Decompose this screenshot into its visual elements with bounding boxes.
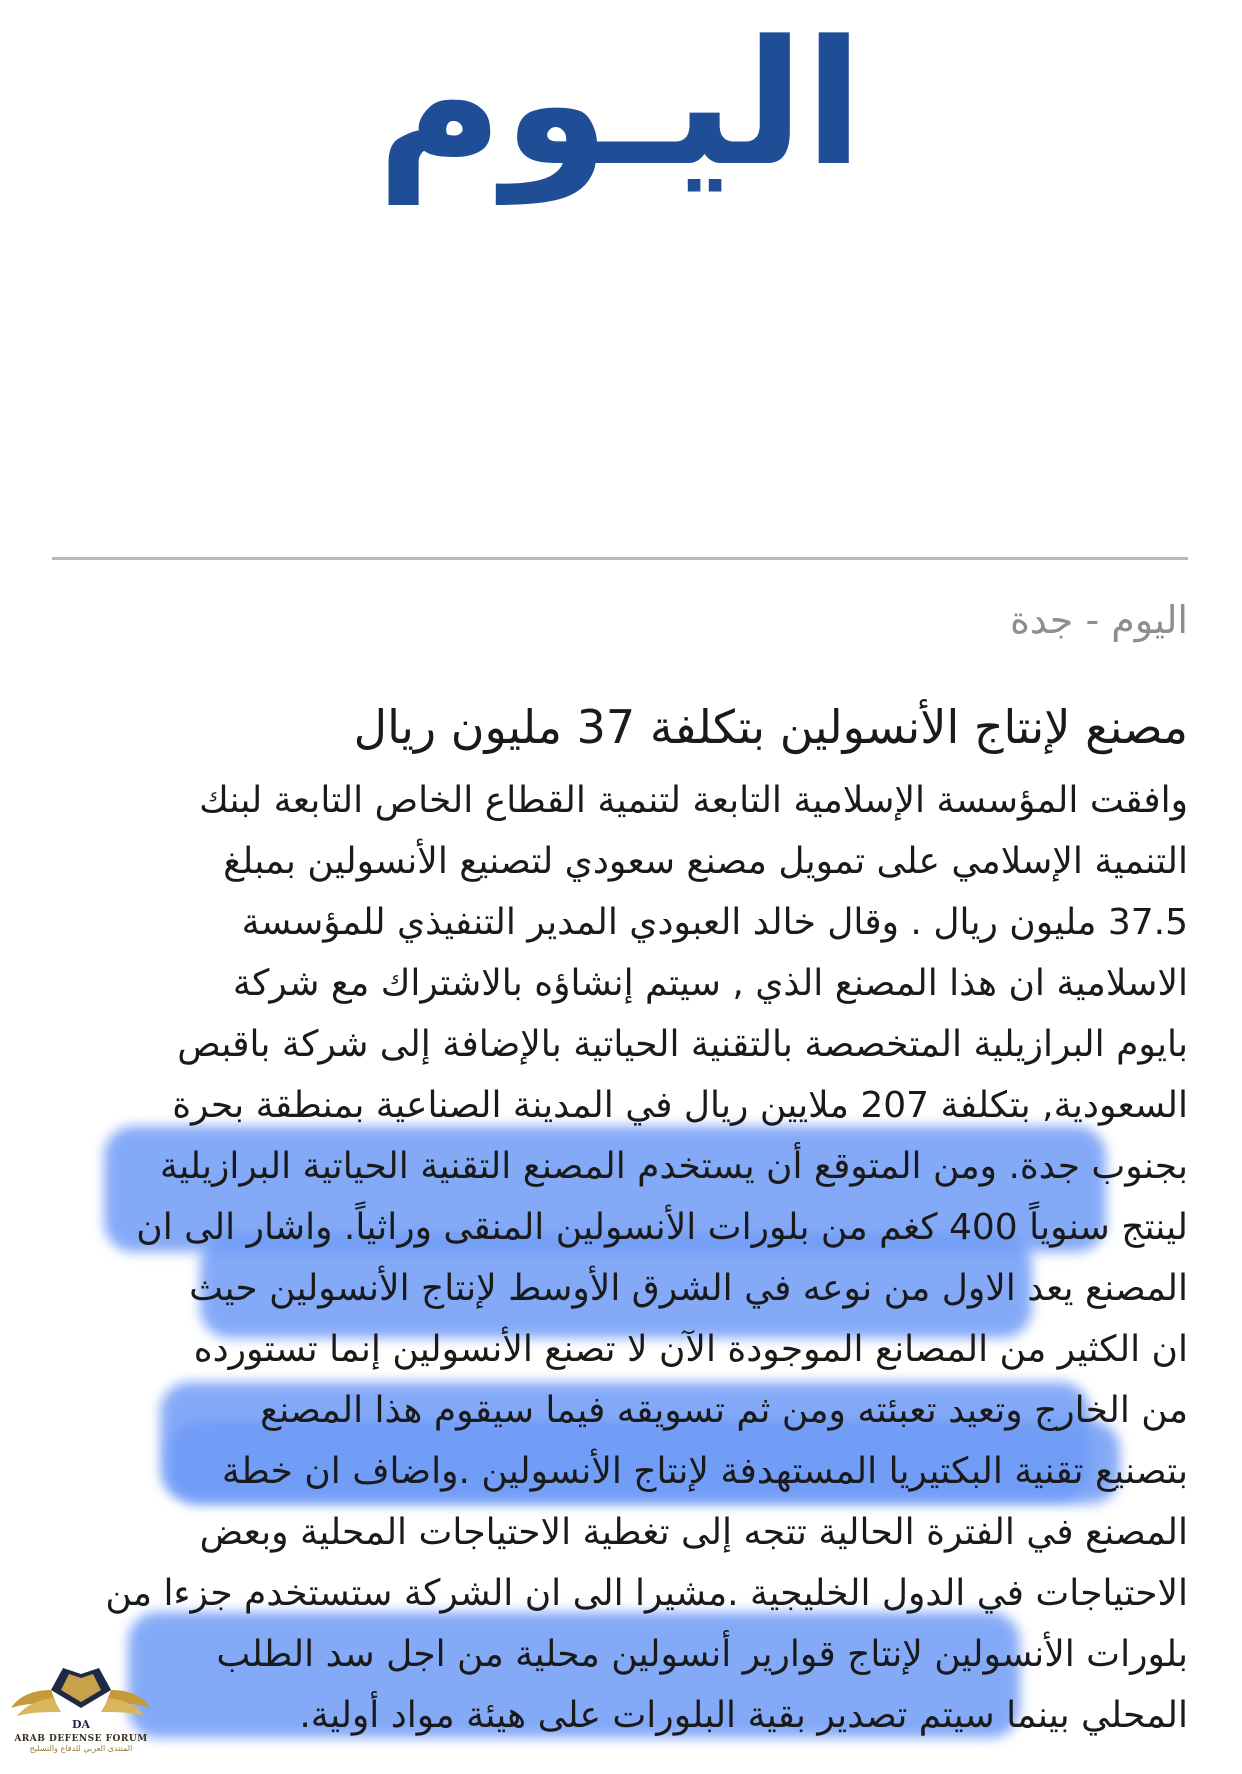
body-line: بتصنيع تقنية البكتيريا المستهدفة لإنتاج الأنسولين .واضاف ان خطة bbox=[221, 1451, 1188, 1492]
body-line: 37.5 مليون ريال . وقال خالد العبودي المدير التنفيذي للمؤسسة bbox=[241, 902, 1188, 943]
body-line: السعودية, بتكلفة 207 ملايين ريال في المدينة الصناعية بمنطقة بحرة bbox=[172, 1085, 1188, 1126]
watermark-title: ARAB DEFENSE FORUM bbox=[14, 1734, 148, 1744]
body-line: المصنع يعد الاول من نوعه في الشرق الأوسط لإنتاج الأنسولين حيث bbox=[189, 1268, 1188, 1309]
article-headline: مصنع لإنتاج الأنسولين بتكلفة 37 مليون ريال bbox=[353, 700, 1188, 754]
body-line: ان الكثير من المصانع الموجودة الآن لا تصنع الأنسولين إنما تستورده bbox=[193, 1329, 1188, 1370]
eagle-wings-icon bbox=[11, 1660, 151, 1732]
body-line: من الخارج وتعيد تعبئته ومن ثم تسويقه فيما سيقوم هذا المصنع bbox=[260, 1390, 1188, 1431]
body-line: لينتج سنوياً 400 كغم من بلورات الأنسولين المنقى وراثياً. واشار الى ان bbox=[136, 1207, 1188, 1248]
site-logo[interactable] bbox=[376, 3, 864, 204]
header-divider bbox=[52, 557, 1188, 560]
body-line: الاحتياجات في الدول الخليجية .مشيرا الى ان الشركة ستستخدم جزءا من bbox=[105, 1573, 1188, 1614]
body-line: التنمية الإسلامي على تمويل مصنع سعودي لتصنيع الأنسولين بمبلغ bbox=[223, 841, 1188, 882]
body-line: بجنوب جدة. ومن المتوقع أن يستخدم المصنع التقنية الحياتية البرازيلية bbox=[159, 1146, 1188, 1187]
watermark-monogram: DA bbox=[71, 1718, 91, 1731]
dateline: اليوم - جدة bbox=[1010, 598, 1188, 642]
forum-watermark bbox=[6, 1660, 156, 1770]
body-line: المحلي بينما سيتم تصدير بقية البلورات على هيئة مواد أولية. bbox=[299, 1695, 1188, 1736]
body-line: بايوم البرازيلية المتخصصة بالتقنية الحياتية بالإضافة إلى شركة باقبص bbox=[177, 1024, 1188, 1065]
body-line: المصنع في الفترة الحالية تتجه إلى تغطية الاحتياجات المحلية وبعض bbox=[199, 1512, 1188, 1553]
body-line: وافقت المؤسسة الإسلامية التابعة لتنمية القطاع الخاص التابعة لبنك bbox=[199, 780, 1188, 821]
logo-text: اليـوم bbox=[376, 3, 864, 204]
body-line: الاسلامية ان هذا المصنع الذي , سيتم إنشاؤه بالاشتراك مع شركة bbox=[232, 963, 1188, 1004]
article-body bbox=[48, 770, 1188, 1746]
watermark-subtitle: المنتدى العربي للدفاع والتسليح bbox=[29, 1744, 133, 1753]
body-line: بلورات الأنسولين لإنتاج قوارير أنسولين محلية من اجل سد الطلب bbox=[216, 1634, 1188, 1675]
